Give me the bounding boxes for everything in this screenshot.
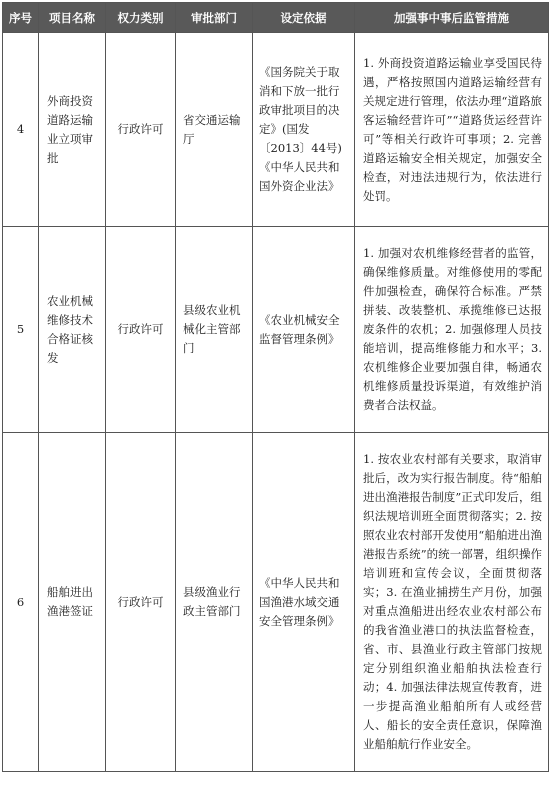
row-approval-dept: 县级农业机械化主管部门 <box>176 227 253 433</box>
row-item-name: 农业机械维修技术合格证核发 <box>39 227 106 433</box>
row-legal-basis: 《国务院关于取消和下放一批行政审批项目的决定》(国发〔2013〕44号)《中华人民共和国外资企业法》 <box>253 33 355 227</box>
row-power-type: 行政许可 <box>106 33 176 227</box>
row-legal-basis: 《中华人民共和国渔港水域交通安全管理条例》 <box>253 433 355 772</box>
header-approval-dept: 审批部门 <box>176 3 253 33</box>
row-serial: 4 <box>3 33 39 227</box>
row-approval-dept: 县级渔业行政主管部门 <box>176 433 253 772</box>
header-item-name: 项目名称 <box>39 3 106 33</box>
header-legal-basis: 设定依据 <box>253 3 355 33</box>
row-power-type: 行政许可 <box>106 433 176 772</box>
row-supervision-measures: 1. 外商投资道路运输业享受国民待遇，严格按照国内道路运输经营有关规定进行管理，依法办理“道路旅客运输经营许可”“道路货运经营许可”等相关行政许可事项；2. 完善道路运输安全相关规定，加强安全检查，对违法违规行为，依法进行处罚。 <box>355 33 549 227</box>
header-serial: 序号 <box>3 3 39 33</box>
table-row <box>3 227 549 433</box>
table-row <box>3 33 549 227</box>
table-header-row <box>3 3 549 33</box>
header-supervision-measures: 加强事中事后监管措施 <box>355 3 549 33</box>
row-power-type: 行政许可 <box>106 227 176 433</box>
row-legal-basis: 《农业机械安全监督管理条例》 <box>253 227 355 433</box>
regulation-table <box>2 2 549 772</box>
header-power-type: 权力类别 <box>106 3 176 33</box>
row-supervision-measures: 1. 按农业农村部有关要求，取消审批后，改为实行报告制度。待“船舶进出渔港报告制度”正式印发后，组织法规培训班全面贯彻落实；2. 按照农业农村部开发使用“船舶进出渔港报告系统”的统一部署，组织操作培训班和宣传会议，全面贯彻落实；3. 在渔业捕捞生产月份，加强对重点渔船进出经农业农村部公布的我省渔业港口的执法监督检查，省、市、县渔业行政主管部门按规定分别组织渔业船舶执法检查行动；4. 加强法律法规宣传教育，进一步提高渔业船舶所有人或经营人、船长的安全责任意识，保障渔业船舶航行作业安全。 <box>355 433 549 772</box>
row-serial: 5 <box>3 227 39 433</box>
row-supervision-measures: 1. 加强对农机维修经营者的监管，确保维修质量。对维修使用的零配件加强检查，确保符合标准。严禁拼装、改装整机、承揽维修已达报废条件的农机；2. 加强修理人员技能培训，提高维修能力和水平；3. 农机维修企业要加强自律，畅通农机维修质量投诉渠道，有效维护消费者合法权益。 <box>355 227 549 433</box>
row-approval-dept: 省交通运输厅 <box>176 33 253 227</box>
row-item-name: 外商投资道路运输业立项审批 <box>39 33 106 227</box>
row-serial: 6 <box>3 433 39 772</box>
row-item-name: 船舶进出渔港签证 <box>39 433 106 772</box>
table-row <box>3 433 549 772</box>
